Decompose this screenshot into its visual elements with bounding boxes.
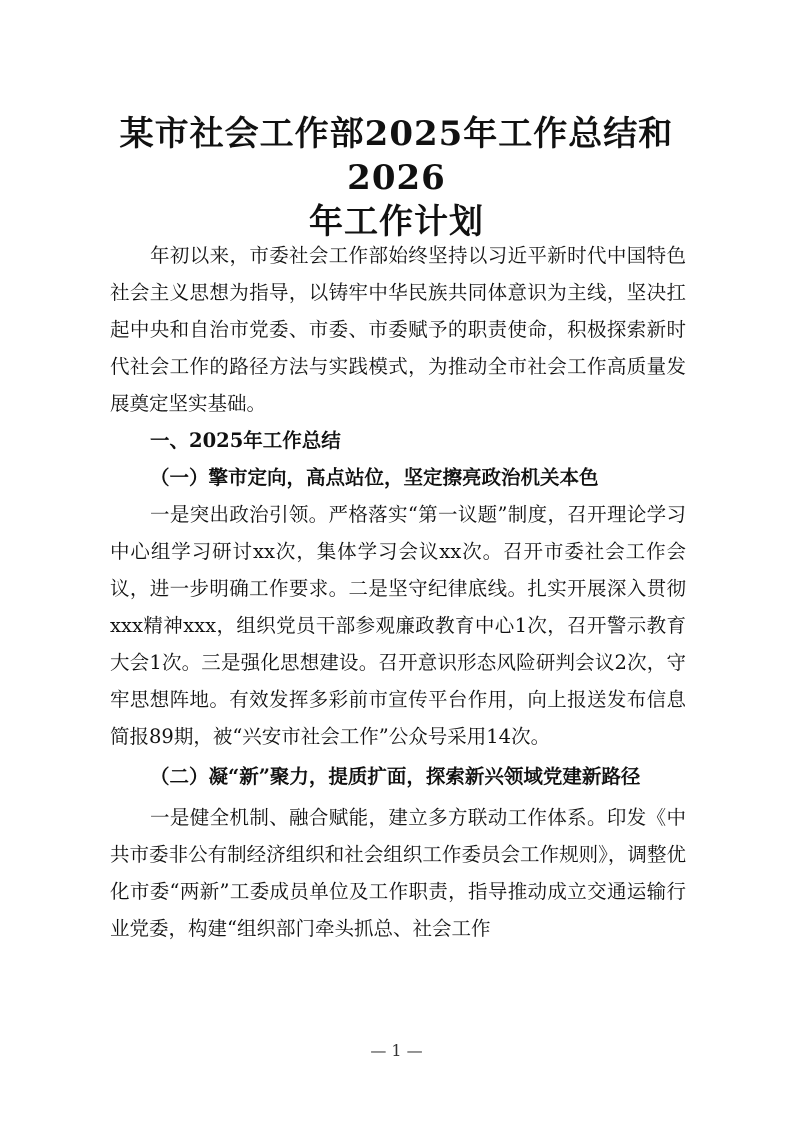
document-title <box>80 112 713 244</box>
section-heading: 一、2025年工作总结 <box>150 429 341 452</box>
page-number: — 1 — <box>370 1041 423 1060</box>
title-line-1: 某市社会工作部2025年工作总结和2026 <box>119 114 674 198</box>
subsection-paragraph-2: 一是健全机制、融合赋能，建立多方联动工作体系。印发《中共市委非公有制经济组织和社会组织工作委员会工作规则》，调整优化市委“两新”工委成员单位及工作职责，指导推动成立交通运输行业党委，构建“组织部门牵头抓总、社会工作 <box>110 806 686 940</box>
title-line-2: 年工作计划 <box>309 202 484 242</box>
document-body <box>110 237 686 947</box>
subsection-heading-1: （一）擎市定向，高点站位，坚定擦亮政治机关本色 <box>150 466 599 489</box>
subsection-paragraph-1: 一是突出政治引领。严格落实“第一议题”制度，召开理论学习中心组学习研讨xx次，集体学习会议xx次。召开市委社会工作会议，进一步明确工作要求。二是坚守纪律底线。扎实开展深入贯彻xxx精神xxx，组织党员干部参观廉政教育中心1次，召开警示教育大会1次。三是强化思想建设。召开意识形态风险研判会议2次，守牢思想阵地。有效发挥多彩前市宣传平台作用，向上报送发布信息简报89期，被“兴安市社会工作”公众号采用14次。 <box>110 503 686 748</box>
subsection-heading-2: （二）凝“新”聚力，提质扩面，探索新兴领域党建新路径 <box>150 765 641 788</box>
intro-paragraph: 年初以来，市委社会工作部始终坚持以习近平新时代中国特色社会主义思想为指导，以铸牢中华民族共同体意识为主线，坚决扛起中央和自治市党委、市委、市委赋予的职责使命，积极探索新时代社会工作的路径方法与实践模式，为推动全市社会工作高质量发展奠定坚实基础。 <box>110 244 686 415</box>
